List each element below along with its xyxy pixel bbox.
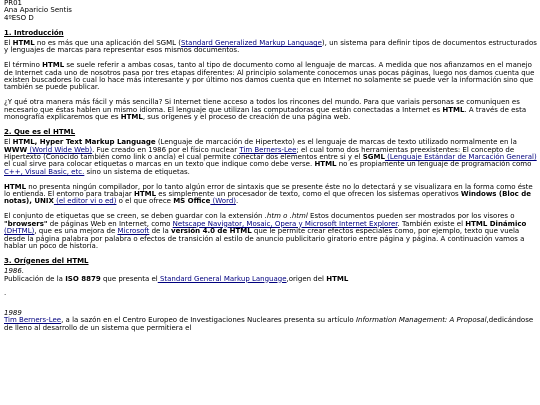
section-1-paragraph-3: ¿Y qué otra manera más fácil y más sencilla? Si Internet tiene acceso a todos los rincones del mundo. Para que variais personas se comuniquen es necesario que éstas hablen un mismo idioma. El lenguaje que utilizan las computadoras que están conectadas a Internet es HTML. A través de esta monografía explicaremos que es HTML, sus orígenes y el proceso de creación de una página web. — [4, 98, 527, 122]
section-1-heading: 1. Introducción — [4, 28, 64, 37]
link-cpp-visual-basic[interactable]: C++, Visual Basic, etc. — [4, 167, 85, 176]
header-line-author: Ana Aparicio Sentis — [4, 6, 72, 15]
link-editor-vi[interactable]: (el editor vi o ed) — [53, 197, 117, 206]
section-2-paragraph-1: El HTML, Hyper Text Markup Language (Lenguaje de marcación de Hipertexto) es el lenguaje de marcas de texto utilizado normalmente en la WWW (World Wide Web). Fue creado en 1986 por el físico nuclear Tim Berners-Lee; el cual tomo dos herramientas preexistentes: El concepto de Hipertexto (Conocido también como link o ancla) el cual permite conectar dos elementos entre si y el SGML (Lenguaje Estándar de Marcación General) el cual sirve para colocar etiquetas o marcas en un texto que indique como debe verse. HTML no es propiamente un lenguaje de programación como C++, Visual Basic, etc. sino un sistema de etiquetas. — [4, 138, 537, 176]
link-standard-general-markup[interactable]: Standard General Markup Language — [157, 274, 287, 283]
separator-dot: . — [4, 289, 7, 298]
spacer — [4, 22, 540, 29]
section-1-paragraph-1: El HTML no es más que una aplicación del SGML (Standard Generalized Markup Language), un sistema para definir tipos de documentos estructurados y lenguajes de marcas para representar esos mismos documentos. — [4, 39, 537, 55]
link-sgml[interactable]: Standard Generalized Markup Language — [180, 39, 322, 48]
section-2-paragraph-2: HTML no presenta ningún compilador, por lo tanto algún error de sintaxis que se presente éste no lo detectará y se visualizara en la forma como éste lo entienda. El entorno para trabajar HTML es simplemente un procesador de texto, como el que ofrecen los sistemas operativos Windows (Bloc de notas), UNIX (el editor vi o ed) o el que ofrece MS Office (Word). — [4, 182, 533, 206]
header-line-code: PR01 — [4, 0, 22, 7]
section-2-heading: 2. Que es el HTML — [4, 127, 76, 136]
link-lenguaje-estandar[interactable]: (Lenguaje Estándar de Marcación General) — [384, 153, 537, 162]
link-browsers[interactable]: Netscape Navigator, Mosaic, Opera y Microsoft Internet Explorer — [172, 219, 398, 228]
section-3-heading: 3. Orígenes del HTML — [4, 256, 89, 265]
year-1986: 1986. — [4, 267, 25, 276]
link-tim-berners-lee[interactable]: Tim Berners-Lee — [239, 145, 297, 154]
section-3-paragraph-1: Publicación de la ISO 8879 que presenta el Standard General Markup Language,origen del HTML — [4, 274, 349, 283]
link-world-wide-web[interactable]: (World Wide Web) — [27, 145, 93, 154]
section-3-paragraph-2: Tim Berners-Lee, a la sazón en el Centro Europeo de Investigaciones Nucleares presenta su artículo Information Management: A Proposal,dedicándose de lleno al desarrollo de un sistema que permitiera el — [4, 316, 534, 332]
section-2-paragraph-3: El conjunto de etiquetas que se creen, se deben guardar con la extensión .htm o .html Estos documentos pueden ser mostrados por los visores o "browsers" de páginas Web en Internet, como Netscape Navigator, Mosaic, Opera y Microsoft Internet Explorer. También existe el HTML Dinámico (DHTML), que es una mejora de Microsoft de la versión 4.0 de HTML que le permite crear efectos especiales como, por ejemplo, texto que vuela desde la página palabra por palabra o efectos de transición al estilo de anuncio publicitario giratorio entre página y página. A continuación vamos a hablar un poco de historia. — [4, 212, 527, 250]
link-word[interactable]: (Word) — [210, 197, 237, 206]
header-line-class: 4ºESO D — [4, 13, 34, 22]
link-microsoft[interactable]: Microsoft — [117, 227, 150, 236]
link-tim-berners-lee-2[interactable]: Tim Berners-Lee — [4, 316, 62, 325]
section-1-paragraph-2: El término HTML se suele referir a ambas cosas, tanto al tipo de documento como al lenguaje de marcas. A medida que nos afianzamos en el manejo de Internet cada uno de nosotros pasa por tres etapas diferentes: Al principio solamente conocemos unas pocas páginas, luego nos damos cuenta que existen buscadores lo cual lo hace más interesante y por último nos damos cuenta que en Internet no solamente se puede ver la información sino que también se puede publicar. — [4, 61, 535, 92]
link-dhtml[interactable]: (DHTML) — [4, 227, 35, 236]
year-1989: 1989 — [4, 308, 22, 317]
